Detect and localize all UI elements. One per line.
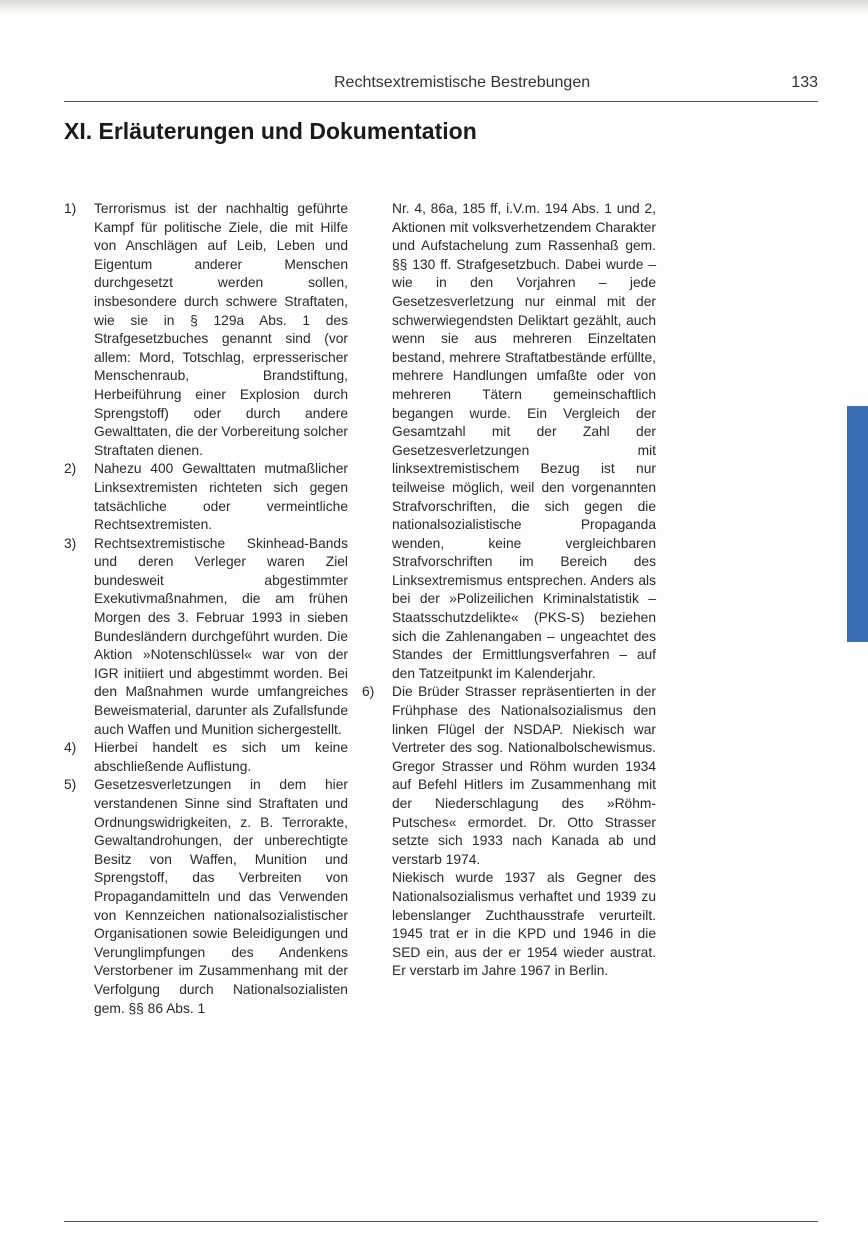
footnote-number: 2): [64, 461, 77, 477]
footnote-number: 6): [362, 684, 375, 700]
scan-edge-shade: [0, 0, 868, 14]
footnote-text: Hierbei handelt es sich um keine abschließende Auflistung.: [94, 740, 348, 774]
footnote-number: 4): [64, 740, 77, 756]
footnote-4: [64, 739, 348, 776]
chapter-thumb-tab: [847, 406, 868, 642]
running-header: [64, 74, 818, 100]
footnote-3: [64, 535, 348, 740]
footnote-1: [64, 200, 348, 460]
footnote-number: 5): [64, 777, 77, 793]
footnote-text: Die Brüder Strasser repräsentierten in der Frühphase des Nationalsozialismus den linken Flügel der NSDAP. Niekisch war Vertreter des sog. Nationalbolschewismus. Gregor Strasser und Röhm wurden 1934 auf Befehl Hitlers im Zusammenhang mit der Niederschlagung des »Röhm-Putsches« ermordet. Dr. Otto Strasser setzte sich 1933 nach Kanada ab und verstarb 1974.: [392, 684, 656, 867]
footnote-5: [64, 776, 348, 1018]
right-column: [362, 200, 656, 981]
footnote-5-continued: Nr. 4, 86a, 185 ff, i.V.m. 194 Abs. 1 und 2, Aktionen mit volksverhetzendem Charakter und Aufstachelung zum Rassenhaß gem. §§ 130 ff. Strafgesetzbuch. Dabei wurde – wie in den Vorjahren – jede Gesetzesverletzung nur einmal mit der schwerwiegendsten Deliktart gezählt, auch wenn sie aus mehreren Einzeltaten bestand, mehrere Straftatbestände erfüllte, mehrere Handlungen umfaßte oder von mehreren Tätern gemeinschaftlich begangen wurde. Ein Vergleich der Gesamtzahl mit der Zahl der Gesetzesverletzungen mit linksextremistischem Bezug ist nur teilweise möglich, weil den vorgenannten Strafvorschriften, die sich gegen die nationalsozialistische Propaganda wenden, keine vergleichbaren Strafvorschriften im Bereich des Linksextremismus entsprechen. Anders als bei der »Polizeilichen Kriminalstatistik – Staatsschutzdelikte« (PKS-S) beziehen sich die Zahlenangaben – ungeachtet des Standes der Ermittlungsverfahren – auf den Tatzeitpunkt im Kalenderjahr.: [392, 201, 656, 681]
footnote-6: [362, 683, 656, 869]
page-number: 133: [791, 74, 818, 91]
footnote-2: [64, 460, 348, 534]
header-rule: [64, 101, 818, 102]
footnote-text: Nahezu 400 Gewalttaten mutmaßlicher Linksextremisten richteten sich gegen tatsächliche oder vermeintliche Rechtsextremisten.: [94, 461, 348, 533]
footnote-text: Terrorismus ist der nachhaltig geführte Kampf für politische Ziele, die mit Hilfe von Anschlägen auf Leib, Leben und Eigentum anderer Menschen durchgesetzt werden sollen, insbesondere durch schwere Straftaten, wie sie in § 129a Abs. 1 des Strafgesetzbuches genannt sind (vor allem: Mord, Totschlag, erpresserischer Menschenraub, Brandstiftung, Herbeiführung einer Explosion durch Sprengstoff) oder durch andere Gewalttaten, die der Vorbereitung solcher Straftaten dienen.: [94, 201, 348, 458]
footer-rule: [64, 1221, 818, 1222]
left-column: [64, 200, 348, 1018]
footnote-text: Gesetzesverletzungen in dem hier verstandenen Sinne sind Straftaten und Ordnungswidrigkeiten, z. B. Terrorakte, Gewaltandrohungen, der unberechtigte Besitz von Waffen, Munition und Sprengstoff, das Verbreiten von Propagandamitteln und das Verwenden von Kennzeichen nationalsozialistischer Organisationen sowie Beleidigungen und Verunglimpfungen des Andenkens Verstorbener im Zusammenhang mit der Verfolgung durch Nationalsozialisten gem. §§ 86 Abs. 1: [94, 777, 348, 1016]
running-title: Rechtsextremistische Bestrebungen: [334, 74, 591, 91]
footnote-number: 3): [64, 535, 77, 551]
footnote-6-continued: Niekisch wurde 1937 als Gegner des Nationalsozialismus verhaftet und 1939 zu lebenslanger Zuchthausstrafe verurteilt. 1945 trat er in die KPD und 1946 in die SED ein, aus der er 1954 wieder austrat. Er verstarb im Jahre 1967 in Berlin.: [392, 870, 656, 979]
footnote-text: Rechtsextremistische Skinhead-Bands und deren Verleger waren Ziel bundesweit abgestimmter Exekutivmaßnahmen, die am frühen Morgen des 3. Februar 1993 in sieben Bundesländern durchgeführt wurden. Die Aktion »Notenschlüssel« war von der IGR initiiert und abgestimmt worden. Bei den Maßnahmen wurde umfangreiches Beweismaterial, darunter als Zufallsfunde auch Waffen und Munition sichergestellt.: [94, 535, 348, 737]
footnote-number: 1): [64, 201, 77, 216]
chapter-title: XI. Erläuterungen und Dokumentation: [64, 118, 477, 144]
